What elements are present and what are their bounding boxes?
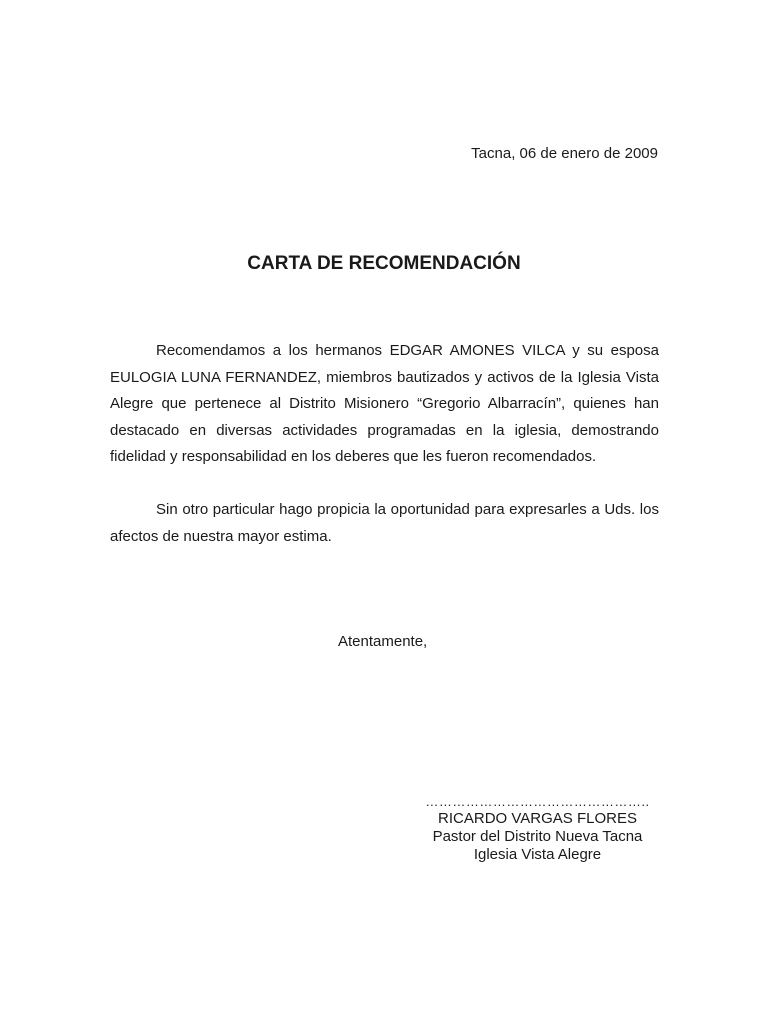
letter-title: CARTA DE RECOMENDACIÓN — [247, 253, 521, 274]
signature-block — [415, 794, 660, 864]
letter-paragraph-1: Recomendamos a los hermanos EDGAR AMONES VILCA y su esposa EULOGIA LUNA FERNANDEZ, miembros bautizados y activos de la Iglesia Vista Alegre que pertenece al Distrito Misionero “Gregorio Albarracín”, quienes han destacado en diversas actividades programadas en la iglesia, demostrando fidelidad y responsabilidad en los deberes que les fueron recomendados. — [110, 342, 659, 465]
signer-role: Pastor del Distrito Nueva Tacna — [432, 828, 643, 845]
letter-closing: Atentamente, — [338, 633, 428, 650]
signer-name: RICARDO VARGAS FLORES — [438, 810, 637, 827]
signer-church: Iglesia Vista Alegre — [473, 846, 602, 863]
letter-paragraph-2: Sin otro particular hago propicia la oportunidad para expresarles a Uds. los afectos de nuestra mayor estima. — [110, 501, 659, 545]
letter-date: Tacna, 06 de enero de 2009 — [471, 145, 658, 162]
signature-line: ………………………………………….. — [425, 794, 650, 809]
